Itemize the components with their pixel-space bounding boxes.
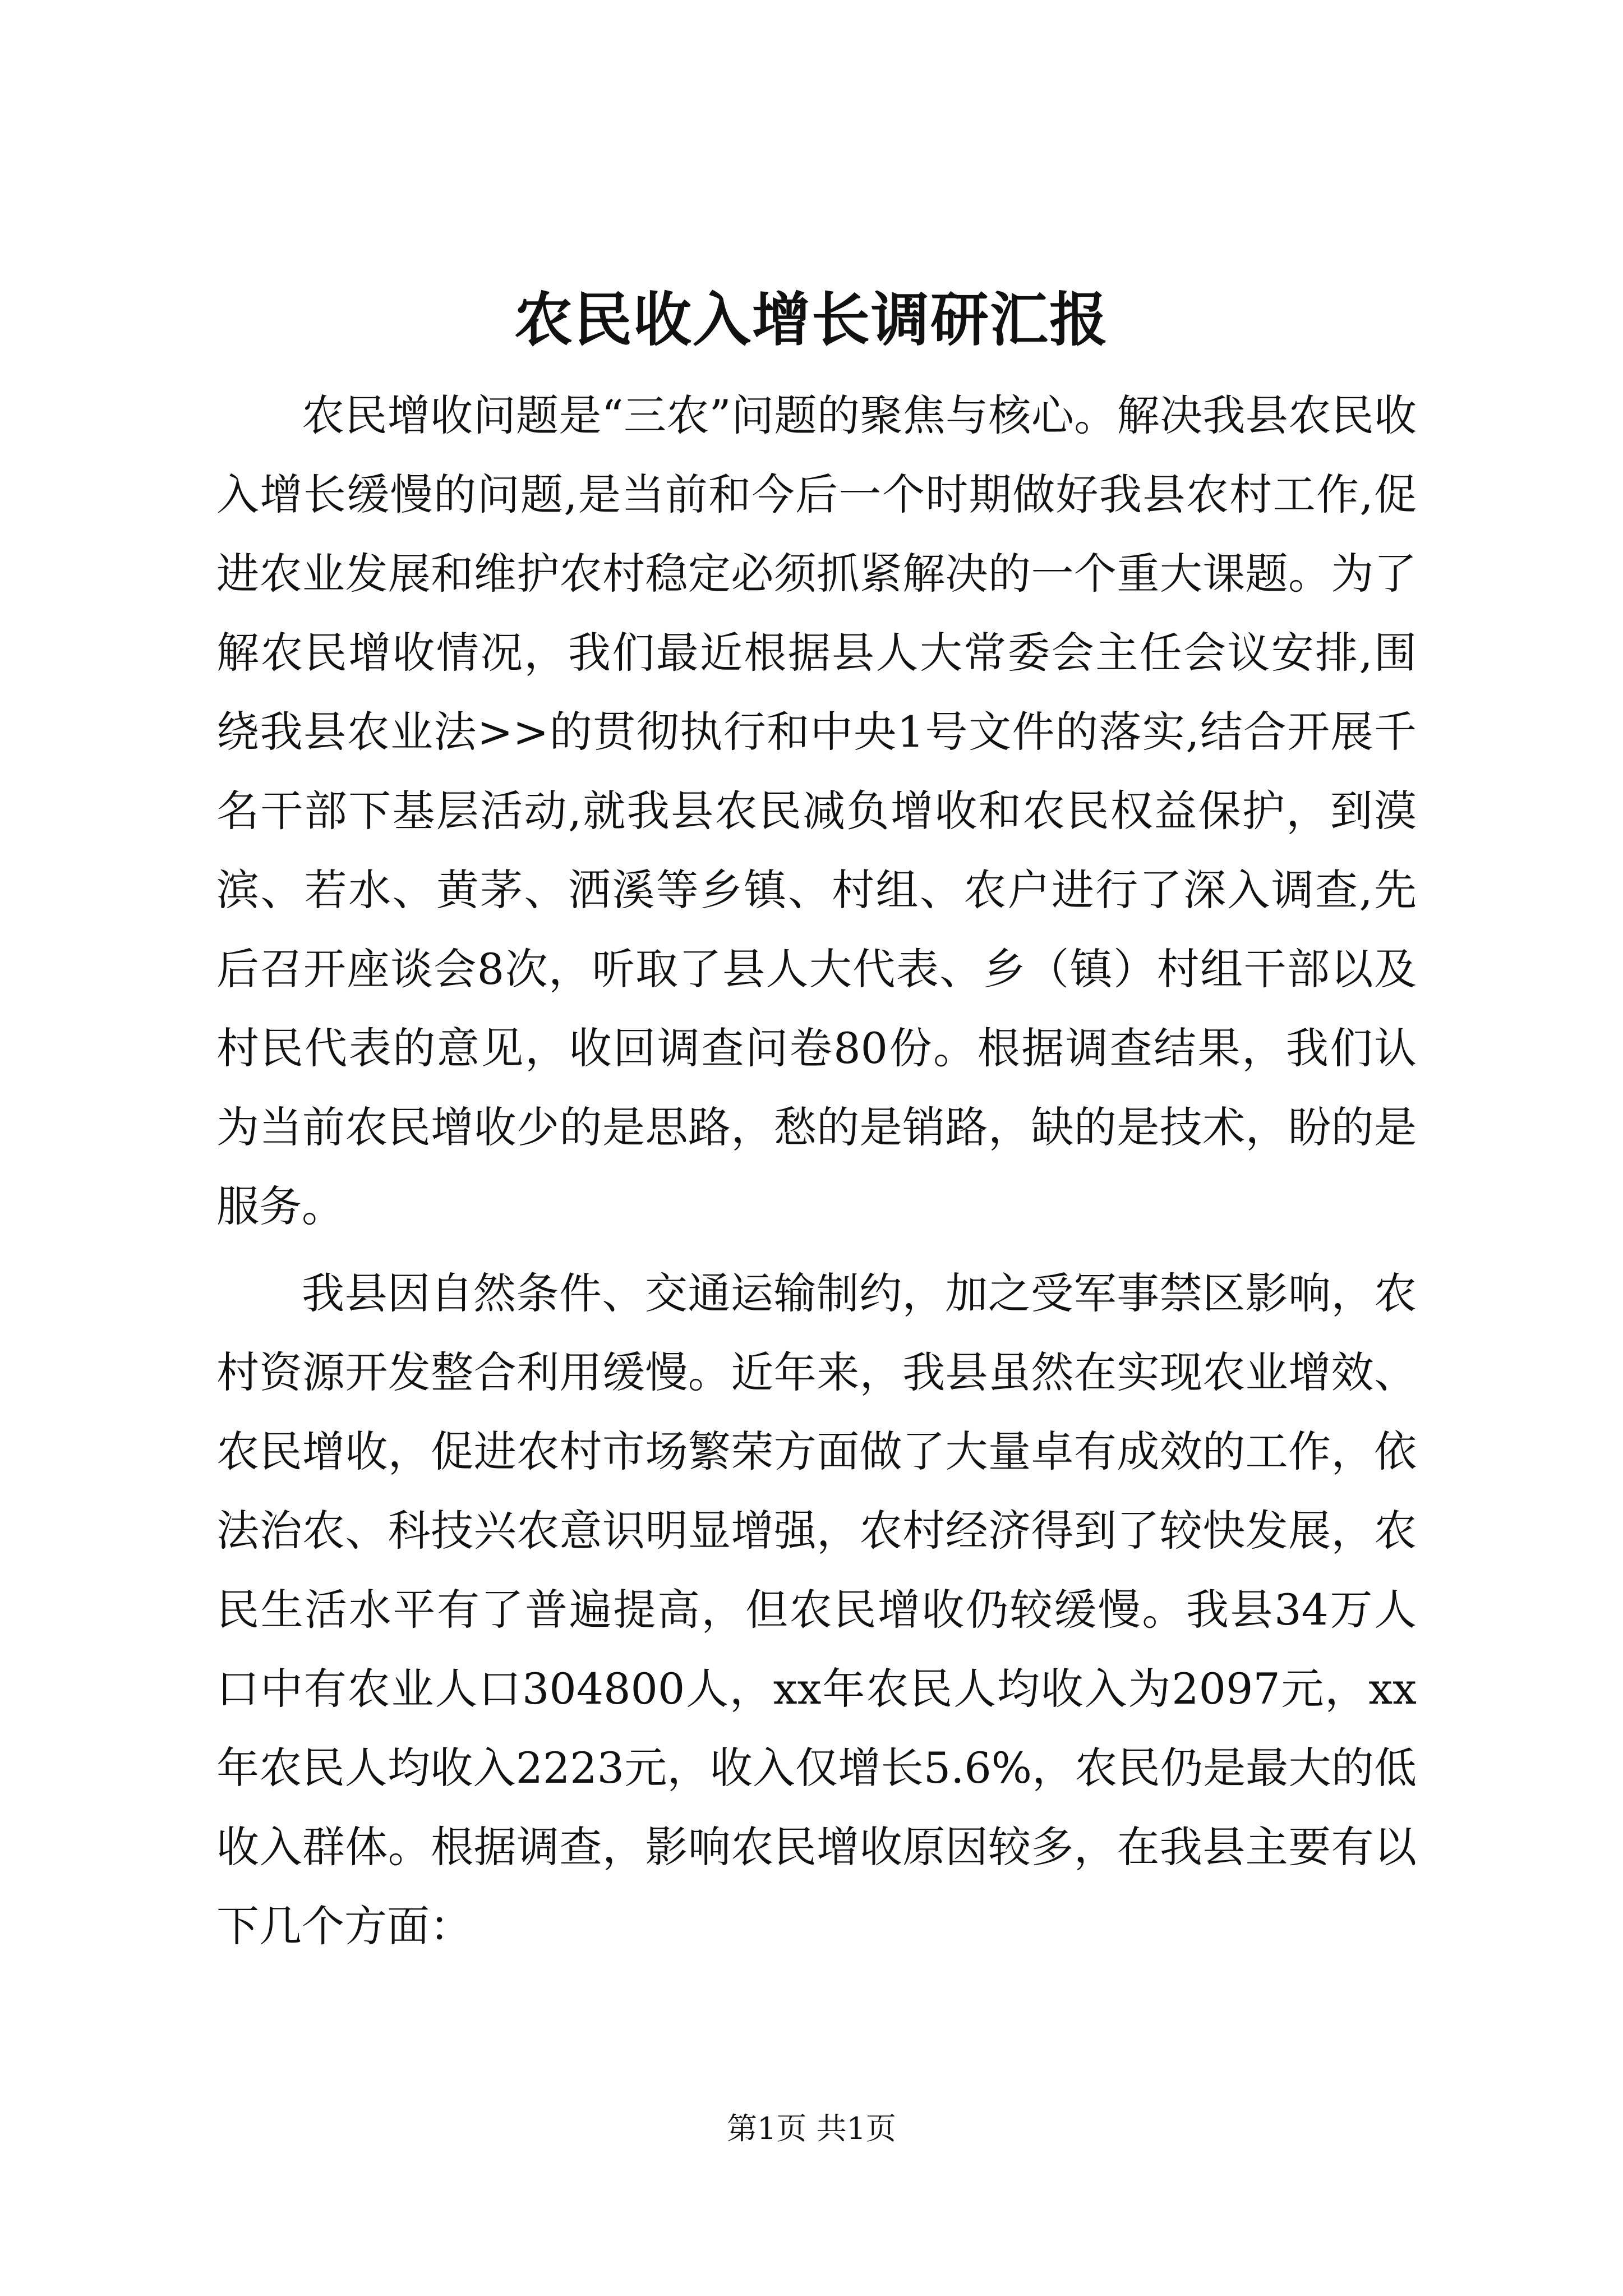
document-body bbox=[216, 376, 1417, 1966]
paragraph-2: 我县因自然条件、交通运输制约，加之受军事禁区影响，农村资源开发整合利用缓慢。近年来，我县虽然在实现农业增效、农民增收，促进农村市场繁荣方面做了大量卓有成效的工作，依法治农、科技兴农意识明显增强，农村经济得到了较快发展，农民生活水平有了普遍提高，但农民增收仍较缓慢。我县34万人口中有农业人口304800人，xx年农民人均收入为2097元，xx年农民人均收入2223元，收入仅增长5.6%，农民仍是最大的低收入群体。根据调查，影响农民增收原因较多，在我县主要有以下几个方面： bbox=[216, 1268, 1417, 1951]
paragraph-1: 农民增收问题是“三农”问题的聚焦与核心。解决我县农民收入增长缓慢的问题,是当前和今后一个时期做好我县农村工作,促进农业发展和维护农村稳定必须抓紧解决的一个重大课题。为了解农民增收情况，我们最近根据县人大常委会主任会议安排,围绕我县农业法>>的贯彻执行和中央1号文件的落实,结合开展千名干部下基层活动,就我县农民减负增收和农民权益保护，到漠滨、若水、黄茅、洒溪等乡镇、村组、农户进行了深入调查,先后召开座谈会8次，听取了县人大代表、乡（镇）村组干部以及村民代表的意见，收回调查问卷80份。根据调查结果，我们认为当前农民增收少的是思路，愁的是销路，缺的是技术，盼的是服务。 bbox=[216, 390, 1417, 1231]
document-title: 农民收入增长调研汇报 bbox=[514, 285, 1109, 354]
page-number-footer: 第1页 共1页 bbox=[727, 2111, 896, 2146]
